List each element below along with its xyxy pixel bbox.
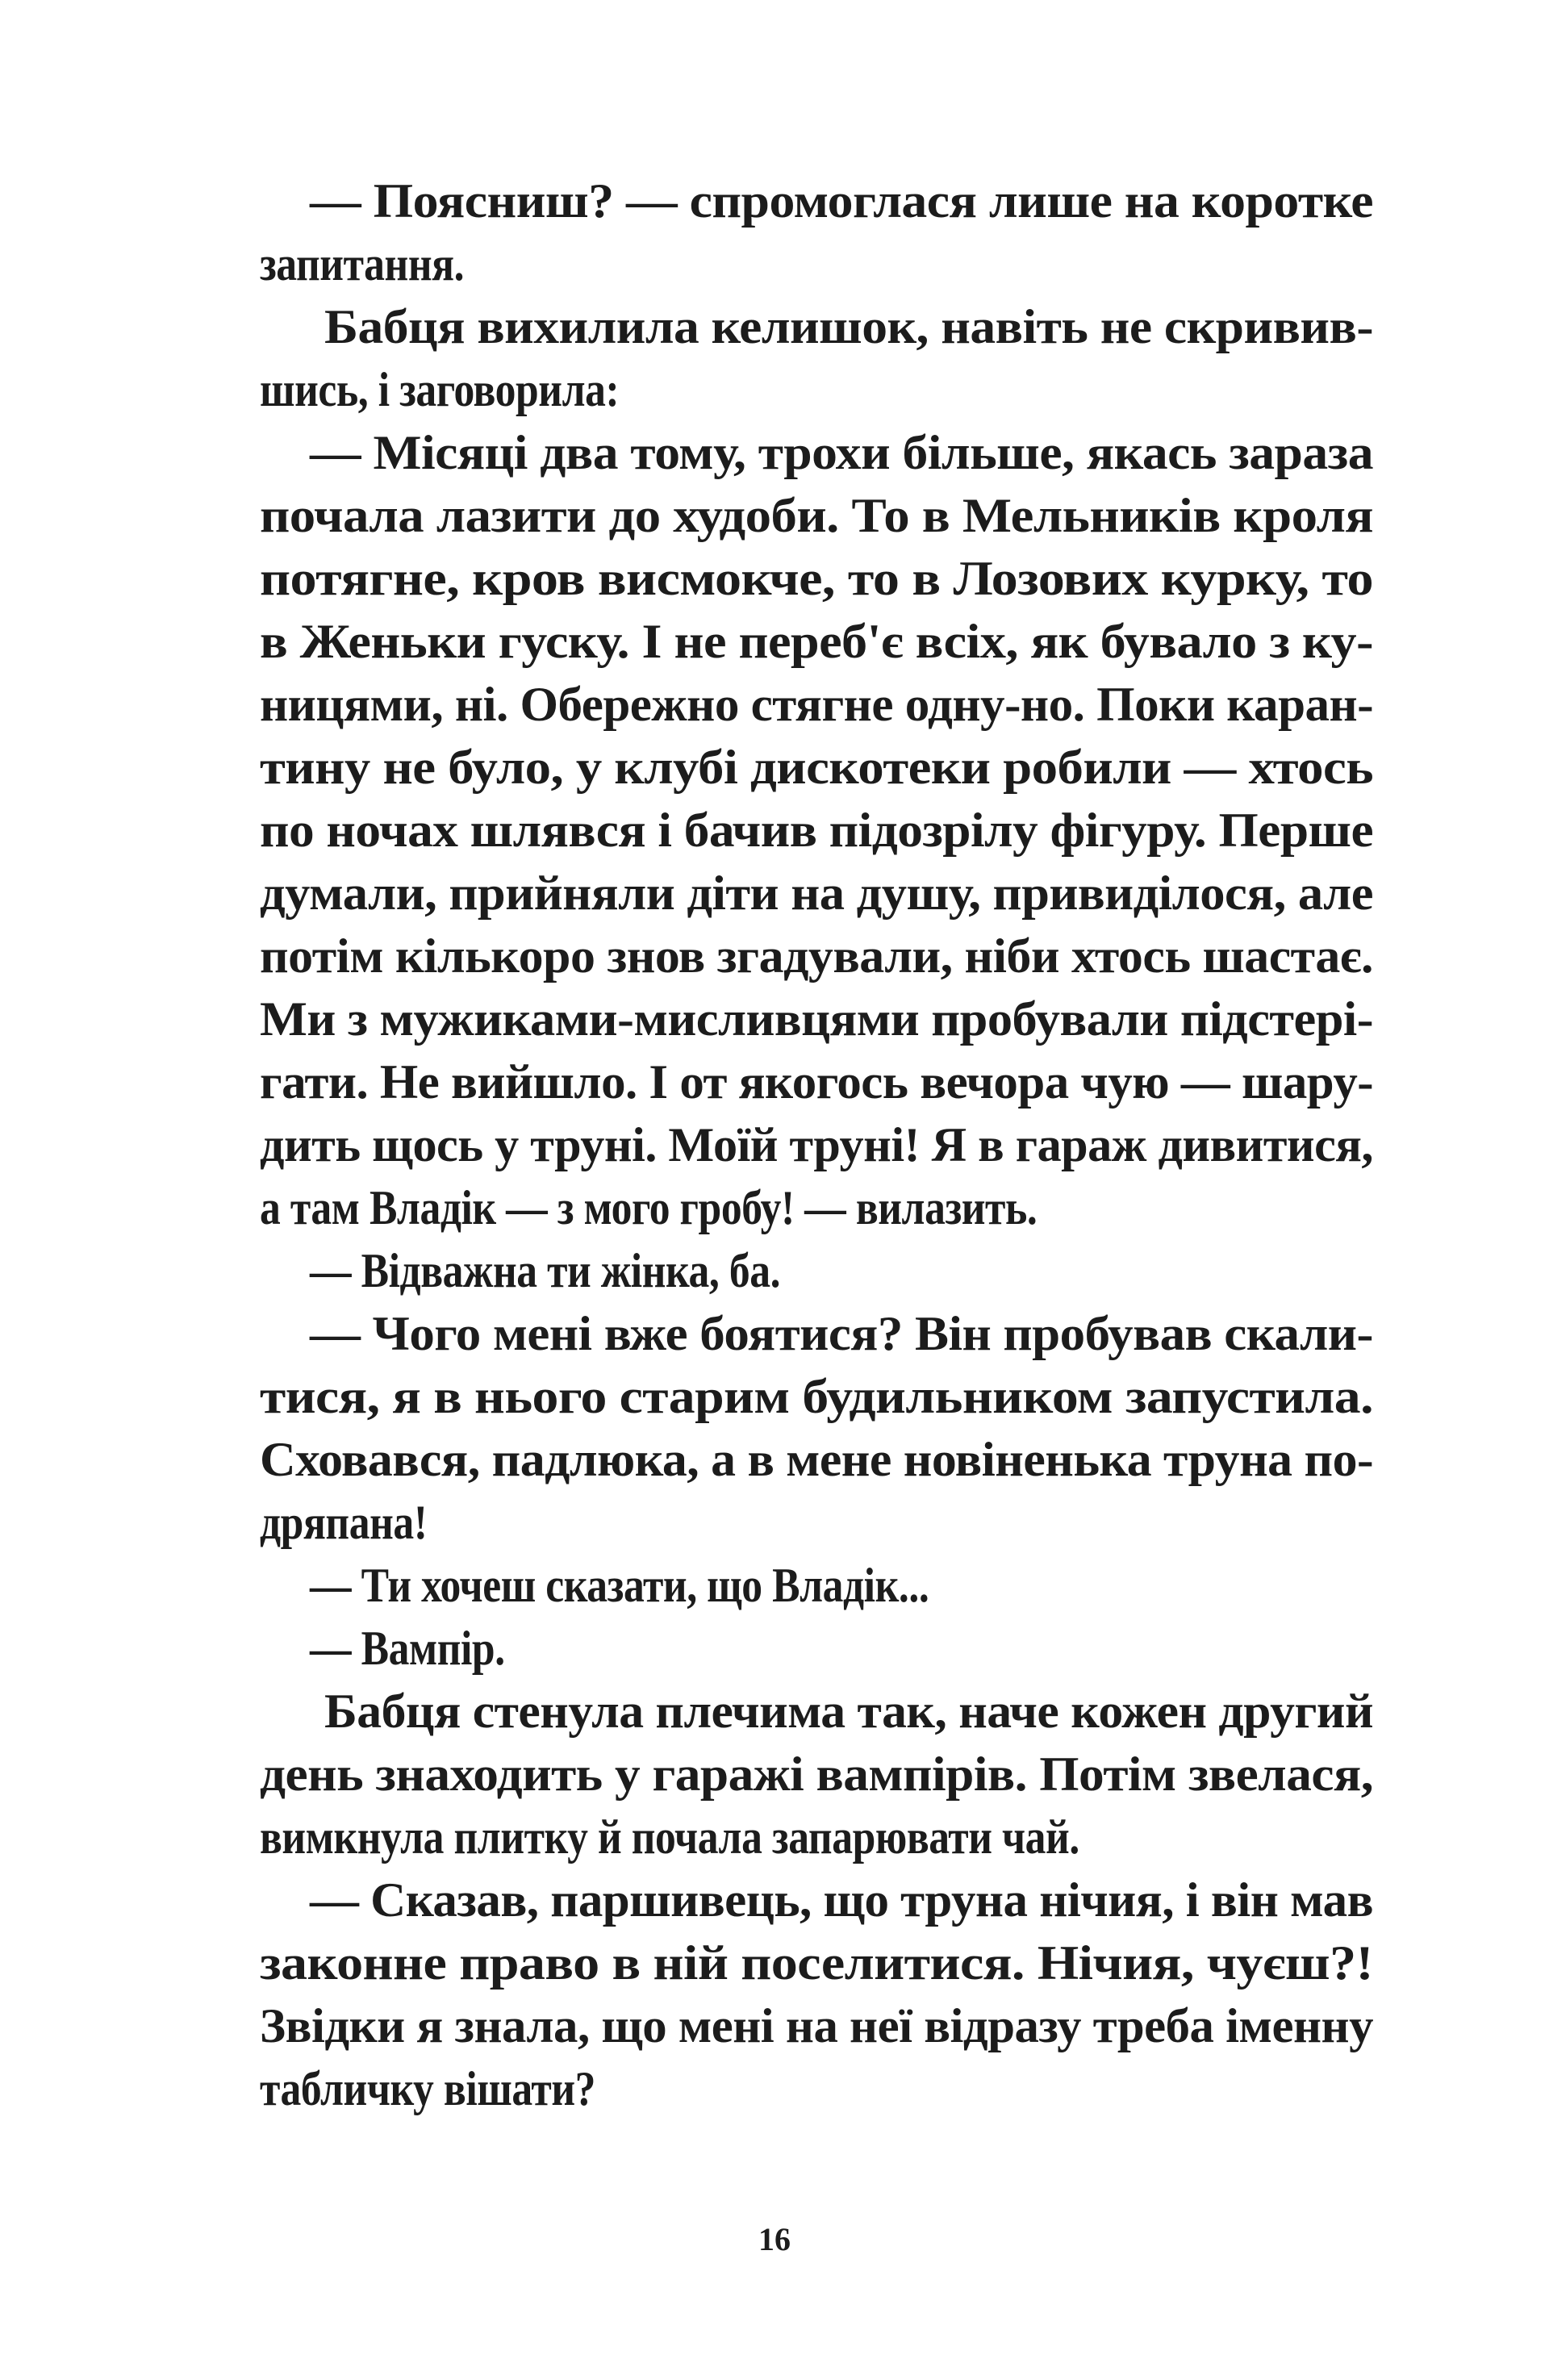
text-line-content: тину не було, у клубі дискотеки робили — хтось <box>260 741 1374 794</box>
text-line <box>260 421 1373 484</box>
text-line-content: шись, і заговорила: <box>260 363 620 416</box>
body-text <box>260 169 1373 2120</box>
text-line-content: — Чого мені вже боятися? Він пробував скали- <box>310 1307 1374 1360</box>
text-line <box>260 484 1373 547</box>
text-line-content: день знаходить у гаражі вампірів. Потім звелася, <box>260 1747 1374 1801</box>
text-line-content: — Місяці два тому, трохи більше, якась зараза <box>310 426 1373 479</box>
text-line <box>260 1050 1373 1113</box>
text-line-content: дряпана! <box>260 1496 428 1549</box>
text-line <box>260 2057 1373 2120</box>
text-line-content: — Відважна ти жінка, ба. <box>310 1244 781 1297</box>
text-line <box>260 232 1373 295</box>
text-line-content: дить щось у труні. Моїй труні! Я в гараж дивитися, <box>260 1118 1373 1171</box>
text-line-content: — Ти хочеш сказати, що Владік... <box>310 1559 929 1612</box>
text-line-content: запитання. <box>260 237 465 290</box>
text-line <box>260 1428 1373 1491</box>
text-line <box>260 987 1373 1050</box>
text-line <box>260 862 1373 925</box>
text-line-content: Бабця стенула плечима так, наче кожен другий <box>324 1685 1373 1738</box>
text-line <box>260 610 1373 673</box>
page-number: 16 <box>758 2221 791 2257</box>
text-line <box>260 1302 1373 1365</box>
text-line-content: думали, прийняли діти на душу, привиділося, але <box>260 866 1373 920</box>
text-line <box>260 1239 1373 1302</box>
text-line <box>260 1931 1373 1994</box>
text-line <box>260 1806 1373 1869</box>
text-line <box>260 1869 1373 1931</box>
text-line <box>260 1994 1373 2057</box>
text-line <box>260 1743 1373 1806</box>
text-line <box>260 547 1373 610</box>
text-line <box>260 1113 1373 1176</box>
text-line-content: тися, я в нього старим будильником запустила. <box>260 1370 1373 1423</box>
text-line-content: а там Владік — з мого гробу! — вилазить. <box>260 1181 1038 1234</box>
text-line <box>260 295 1373 358</box>
text-line <box>260 358 1373 421</box>
text-line-content: в Женьки гуску. І не переб'є всіх, як бувало з ку- <box>260 615 1373 668</box>
text-line-content: ницями, ні. Обережно стягне одну-но. Поки каран- <box>260 678 1374 731</box>
text-line-content: потім кількоро знов згадували, ніби хтось шастає. <box>260 929 1373 983</box>
text-line <box>260 799 1373 862</box>
text-line <box>260 1491 1373 1554</box>
text-line-content: вимкнула плитку й почала запарювати чай. <box>260 1810 1079 1864</box>
text-line-content: — Вампір. <box>310 1622 505 1675</box>
text-line-content: законне право в ній поселитися. Нічия, чуєш?! <box>260 1936 1373 1990</box>
text-line <box>260 169 1373 232</box>
text-line <box>260 1680 1373 1743</box>
text-line-content: Ми з мужиками-мисливцями пробували підстері- <box>260 992 1373 1046</box>
text-line <box>260 925 1373 987</box>
text-line-content: потягне, кров висмокче, то в Лозових курку, то <box>260 552 1374 605</box>
text-line-content: почала лазити до худоби. То в Мельників кроля <box>260 489 1374 542</box>
text-line-content: табличку вішати? <box>260 2062 595 2115</box>
text-line-content: Сховався, падлюка, а в мене новіненька труна по- <box>260 1433 1374 1486</box>
text-line <box>260 1617 1373 1680</box>
text-line <box>260 673 1373 736</box>
text-line <box>260 736 1373 799</box>
text-line-content: — Сказав, паршивець, що труна нічия, і він мав <box>310 1873 1374 1927</box>
text-line-content: гати. Не вийшло. І от якогось вечора чую — шару- <box>260 1055 1374 1109</box>
text-line <box>260 1365 1373 1428</box>
text-line-content: по ночах шлявся і бачив підозрілу фігуру. Перше <box>260 804 1374 857</box>
text-line <box>260 1176 1373 1239</box>
text-line-content: Бабця вихилила келишок, навіть не скривив- <box>324 300 1373 353</box>
text-line <box>260 1554 1373 1617</box>
text-line-content: Звідки я знала, що мені на неї відразу треба іменну <box>260 1999 1373 2052</box>
text-line-content: — Поясниш? — спромоглася лише на коротке <box>310 174 1374 228</box>
